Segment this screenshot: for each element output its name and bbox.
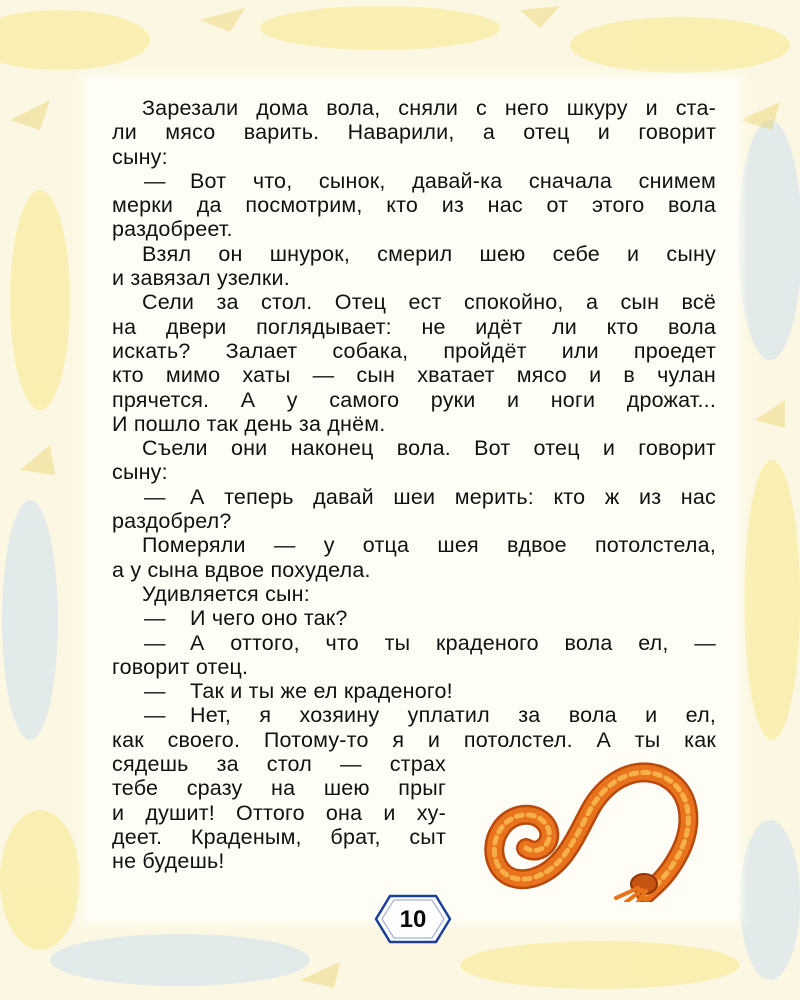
text-line: раздобреет. [112, 217, 233, 242]
text-line: Съели они наконец вола. Вот отец и говорит [142, 436, 716, 461]
text-line [112, 631, 716, 655]
text-line: тебе сразу на шею прыг [112, 776, 446, 801]
text-line-content: А теперь давай шеи мерить: кто ж из нас [190, 484, 716, 509]
text-line: Сели за стол. Отец ест спокойно, а сын всё [142, 290, 716, 315]
text-line: Удивляется сын: [142, 581, 310, 606]
text-line: деет. Краденым, брат, сыт [112, 824, 446, 849]
text-line [112, 485, 716, 509]
text-line-content: А оттого, что ты краденого вола ел, — [190, 630, 716, 655]
page-number-badge [372, 888, 454, 950]
text-line [112, 703, 716, 727]
text-line: и завязал узелки. [112, 266, 290, 291]
text-line: прячется. А у самого руки и ноги дрожат... [112, 387, 716, 412]
page-number: 10 [399, 906, 427, 933]
text-line-content: Вот что, сынок, давай-ка сначала снимем [190, 168, 716, 193]
text-line-content: Нет, я хозяину уплатил за вола и ел, [190, 703, 716, 728]
text-line: Зарезали дома вола, сняли с него шкуру и ста- [142, 96, 716, 120]
text-line-content: И чего оно так? [190, 606, 348, 631]
text-line: раздобрел? [112, 509, 232, 534]
text-line [112, 679, 716, 703]
text-line: сыну: [112, 460, 168, 485]
text-line: не будешь! [112, 849, 225, 874]
text-line: сыну: [112, 144, 168, 169]
dialogue-dash: — [144, 679, 166, 704]
text-line: Померяли — у отца шея вдвое потолстела, [142, 533, 716, 558]
text-line: искать? Залает собака, пройдёт или проедет [112, 338, 716, 363]
text-line [112, 606, 716, 630]
text-line: И пошло так день за днём. [112, 411, 386, 436]
text-line: а у сына вдвое похудела. [112, 557, 371, 582]
text-line: говорит отец. [112, 654, 249, 679]
text-line: Взял он шнурок, смерил шею себе и сыну [142, 241, 716, 266]
dialogue-dash: — [144, 168, 166, 193]
text-line: как своего. Потому-то я и потолстел. А ты как [112, 727, 716, 752]
story-text [112, 96, 716, 874]
text-line: кто мимо хаты — сын хватает мясо и в чулан [112, 363, 716, 388]
text-line: на двери поглядывает: не идёт ли кто вола [112, 314, 716, 339]
text-line: сядешь за стол — страх [112, 752, 446, 777]
text-line-content: Так и ты же ел краденого! [190, 679, 453, 704]
text-line: ли мясо варить. Наварили, а отец и говорит [112, 120, 716, 145]
dialogue-dash: — [144, 484, 166, 509]
dialogue-dash: — [144, 606, 166, 631]
rope-with-knots-icon [470, 760, 718, 902]
text-line: мерки да посмотрим, кто из нас от этого вола [112, 193, 716, 218]
text-line [112, 169, 716, 193]
dialogue-dash: — [144, 703, 166, 728]
text-line: и душит! Оттого она и ху- [112, 800, 446, 825]
dialogue-dash: — [144, 630, 166, 655]
